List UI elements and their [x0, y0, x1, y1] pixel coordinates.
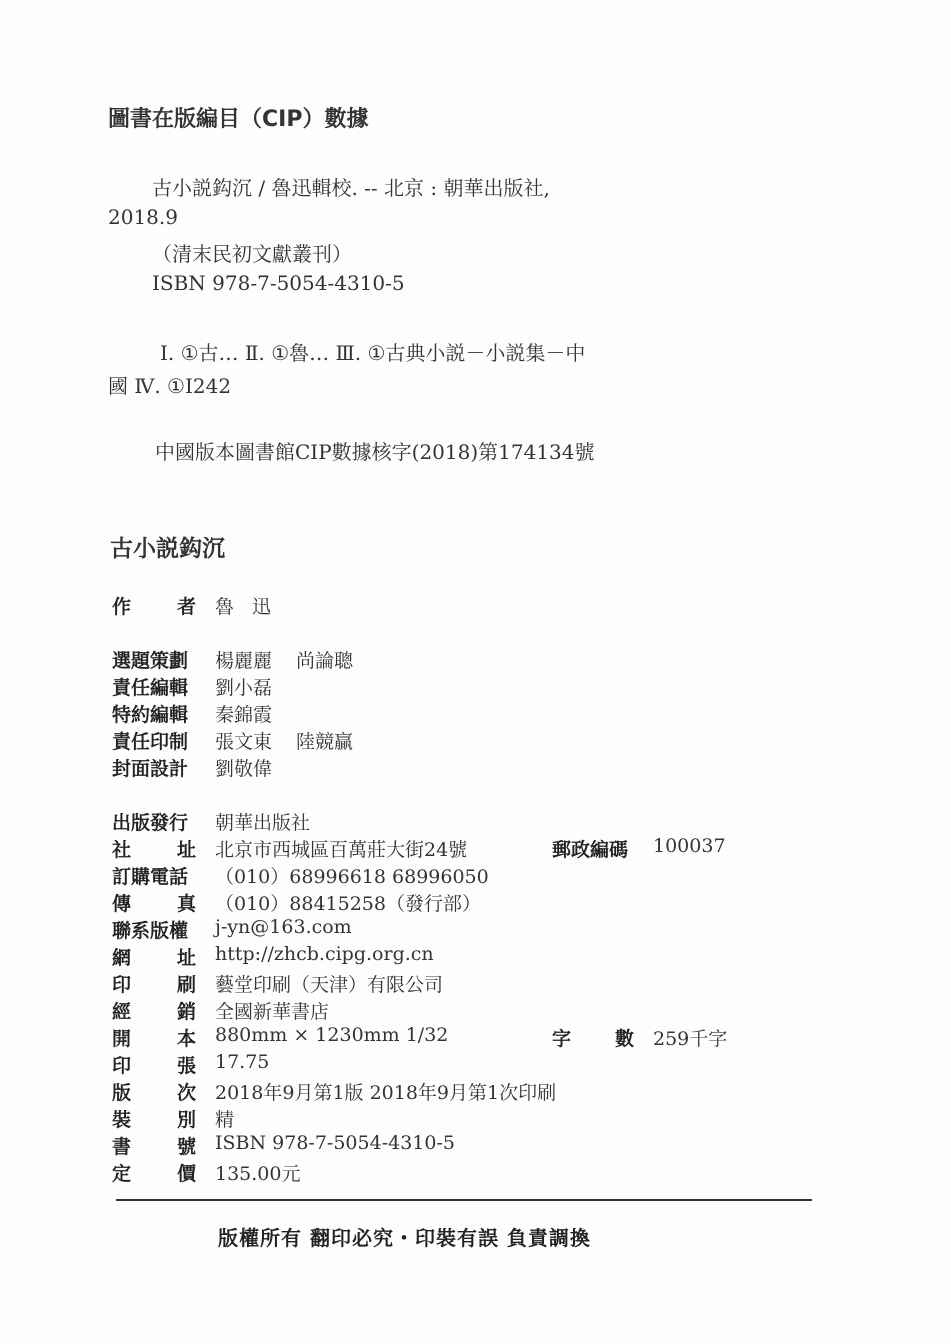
- postcode-value: 100037: [653, 835, 726, 857]
- fax-value: （010）88415258（發行部）: [215, 893, 481, 915]
- staff-label-special-editor: 特約編輯: [112, 704, 189, 726]
- printer-value: 藝堂印刷（天津）有限公司: [215, 974, 444, 996]
- sheets-value: 17.75: [215, 1051, 270, 1073]
- cip-line-classification-cont: 國 Ⅳ. ①I242: [108, 374, 232, 398]
- copyright-footer: 版權所有 翻印必究・印裝有誤 負責調換: [218, 1226, 591, 1250]
- format-label: 開 本: [112, 1028, 196, 1050]
- cip-line-classification: Ⅰ. ①古… Ⅱ. ①魯… Ⅲ. ①古典小説－小説集－中: [160, 341, 586, 365]
- cip-line-record-number: 中國版本圖書館CIP數據核字(2018)第174134號: [155, 440, 595, 464]
- word-count-label: 字 數: [552, 1028, 634, 1050]
- word-count-value: 259千字: [653, 1028, 728, 1050]
- publisher-label: 出版發行: [112, 812, 189, 834]
- order-phone-value: （010）68996618 68996050: [215, 866, 489, 888]
- cip-line-date: 2018.9: [108, 205, 178, 229]
- copyright-contact-value: j-yn@163.com: [215, 916, 352, 938]
- edition-value: 2018年9月第1版 2018年9月第1次印刷: [215, 1082, 557, 1104]
- staff-value-printing: 張文東 陸競贏: [215, 731, 354, 753]
- staff-value-cover: 劉敬偉: [215, 758, 273, 780]
- staff-label-planning: 選題策劃: [112, 650, 189, 672]
- address-value: 北京市西城區百萬莊大街24號: [215, 839, 468, 861]
- author-label: 作 者: [112, 596, 196, 618]
- cip-heading: 圖書在版編目（CIP）數據: [108, 107, 369, 132]
- divider-rule: [116, 1199, 812, 1201]
- staff-label-cover: 封面設計: [112, 758, 189, 780]
- sheets-label: 印 張: [112, 1055, 196, 1077]
- edition-label: 版 次: [112, 1082, 196, 1104]
- staff-label-editor: 責任編輯: [112, 677, 189, 699]
- publisher-value: 朝華出版社: [215, 812, 311, 834]
- postcode-label: 郵政編碼: [552, 839, 629, 861]
- staff-label-printing: 責任印制: [112, 731, 189, 753]
- book-title: 古小説鈎沉: [110, 536, 225, 562]
- binding-value: 精: [215, 1109, 235, 1131]
- staff-value-editor: 劉小磊: [215, 677, 273, 699]
- staff-value-planning: 楊麗麗 尚論聰: [215, 650, 354, 672]
- distributor-label: 經 銷: [112, 1001, 196, 1023]
- author-value: 魯 迅: [215, 596, 278, 618]
- binding-label: 裝 別: [112, 1109, 196, 1131]
- website-label: 網 址: [112, 947, 196, 969]
- price-label: 定 價: [112, 1163, 196, 1185]
- address-label: 社 址: [112, 839, 196, 861]
- cip-line-title: 古小説鈎沉 / 魯迅輯校. -- 北京 : 朝華出版社,: [152, 176, 550, 200]
- website-value: http://zhcb.cipg.org.cn: [215, 943, 434, 965]
- cip-line-isbn: ISBN 978-7-5054-4310-5: [152, 271, 405, 295]
- isbn-value: ISBN 978-7-5054-4310-5: [215, 1132, 455, 1154]
- isbn-label: 書 號: [112, 1136, 196, 1158]
- price-value: 135.00元: [215, 1163, 301, 1185]
- distributor-value: 全國新華書店: [215, 1001, 330, 1023]
- order-phone-label: 訂購電話: [112, 866, 189, 888]
- copyright-contact-label: 聯系版權: [112, 920, 189, 942]
- format-value: 880mm × 1230mm 1/32: [215, 1024, 449, 1046]
- fax-label: 傳 真: [112, 893, 196, 915]
- staff-value-special-editor: 秦錦霞: [215, 704, 273, 726]
- cip-line-series: （清末民初文獻叢刊）: [152, 242, 352, 266]
- printer-label: 印 刷: [112, 974, 196, 996]
